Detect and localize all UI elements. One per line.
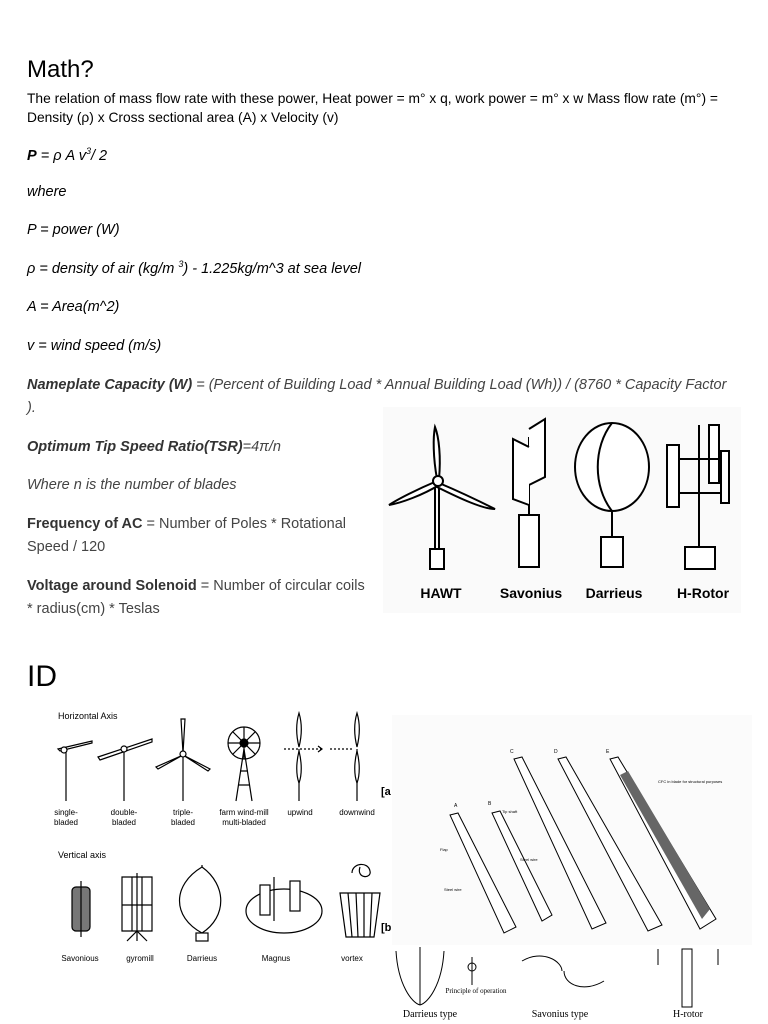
panel-b-label: [b — [381, 922, 392, 934]
voltage-formula: = Number of circular coils * radius(cm) * Teslas — [27, 578, 365, 617]
frequency-label: Frequency of AC — [27, 516, 143, 532]
label-triple-bladed-2: bladed — [170, 818, 196, 827]
section-title-math: Math? — [27, 56, 94, 83]
label-gyromill: gyromill — [126, 954, 154, 963]
label-single-bladed-2: bladed — [53, 818, 79, 827]
blade-label-flap: Flap — [440, 847, 448, 852]
turbine-types-figure — [383, 407, 741, 613]
label-savonious: Savonious — [61, 954, 99, 963]
label-farm-windmill-2: multi-bladed — [222, 818, 266, 827]
where-label: where — [27, 184, 67, 200]
label-single-bladed-1: single- — [54, 808, 78, 817]
definition-power: P = power (W) — [27, 222, 120, 238]
tsr-label: Optimum Tip Speed Ratio(TSR) — [27, 439, 243, 455]
tip-speed-ratio — [27, 436, 281, 459]
label-h-rotor: H-Rotor — [676, 585, 730, 601]
equation-tail: / 2 — [90, 148, 108, 164]
section-title-id: ID — [27, 660, 57, 693]
power-equation — [27, 145, 107, 168]
turbine-classification-figure — [52, 705, 392, 973]
blade-letter-b: B — [488, 801, 492, 807]
strip-label-savonius: Savonius type — [531, 1009, 589, 1020]
blade-label-steel-wire-2: Steel wire — [444, 887, 462, 892]
nameplate-label: Nameplate Capacity (W) — [27, 377, 193, 393]
blade-letter-e: E — [606, 749, 610, 755]
label-farm-windmill-1: farm wind-mill — [219, 808, 269, 817]
panel-a-label: [a — [381, 786, 391, 798]
density-text-a: ρ = density of air (kg/m — [27, 261, 179, 277]
vertical-types-strip — [392, 945, 752, 1024]
label-hawt: HAWT — [420, 585, 462, 601]
horizontal-turbines — [58, 713, 359, 801]
equation-body: = ρ A v — [36, 148, 86, 164]
equation-symbol-p: P — [27, 148, 37, 164]
label-downwind: downwind — [339, 808, 375, 817]
definition-area: A = Area(m^2) — [27, 299, 120, 315]
blade-label-tip-shaft: Tip shaft — [502, 809, 518, 814]
density-text-b: ) - 1.225kg/m^3 at sea level — [183, 261, 362, 277]
label-savonius: Savonius — [499, 585, 563, 601]
label-double-bladed-2: bladed — [111, 818, 137, 827]
blade-letter-d: D — [554, 749, 558, 755]
horizontal-axis-heading: Horizontal Axis — [58, 711, 118, 721]
strip-label-darrieus: Darrieus type — [402, 1009, 458, 1020]
label-darrieus: Darrieus — [585, 585, 643, 601]
strip-label-h-rotor: H-rotor — [673, 1009, 703, 1020]
label-vortex: vortex — [341, 954, 363, 963]
density-exponent: 3 — [178, 259, 184, 269]
label-triple-bladed-1: triple- — [172, 808, 194, 817]
frequency-formula: = Number of Poles * Rotational Speed / 120 — [27, 516, 346, 555]
voltage-label: Voltage around Solenoid — [27, 578, 197, 594]
strip-label-principle: Principle of operation — [445, 987, 507, 995]
intro-paragraph: The relation of mass flow rate with these power, Heat power = m° x q, work power = m° x w Mass flow rate (m°) = Density (ρ) x Cross sectional area (A) x Velocity (v) — [27, 91, 718, 125]
label-double-bladed-1: double- — [110, 808, 138, 817]
nameplate-formula: = (Percent of Building Load * Annual Building Load (Wh)) / (8760 * Capacity Factor ). — [27, 377, 727, 416]
frequency-ac — [27, 513, 367, 559]
label-upwind: upwind — [287, 808, 313, 817]
blade-letter-a: A — [454, 803, 458, 809]
blade-label-steel-wire-1: Steel wire — [520, 857, 538, 862]
definition-density — [27, 258, 361, 281]
blade-construction-figure — [392, 715, 752, 945]
vertical-axis-heading: Vertical axis — [58, 850, 107, 860]
label-darrieus-vertical: Darrieus — [186, 954, 218, 963]
blade-label-cfc: CFC in blade for structural purposes — [658, 779, 723, 784]
tsr-formula: =4π/n — [242, 439, 281, 455]
equation-exponent: 3 — [85, 146, 91, 156]
tsr-note: Where n is the number of blades — [27, 477, 237, 493]
vertical-turbines — [72, 864, 380, 941]
definition-velocity: v = wind speed (m/s) — [27, 338, 162, 354]
voltage-solenoid — [27, 575, 367, 621]
label-magnus: Magnus — [261, 954, 291, 963]
blade-letter-c: C — [510, 749, 514, 755]
